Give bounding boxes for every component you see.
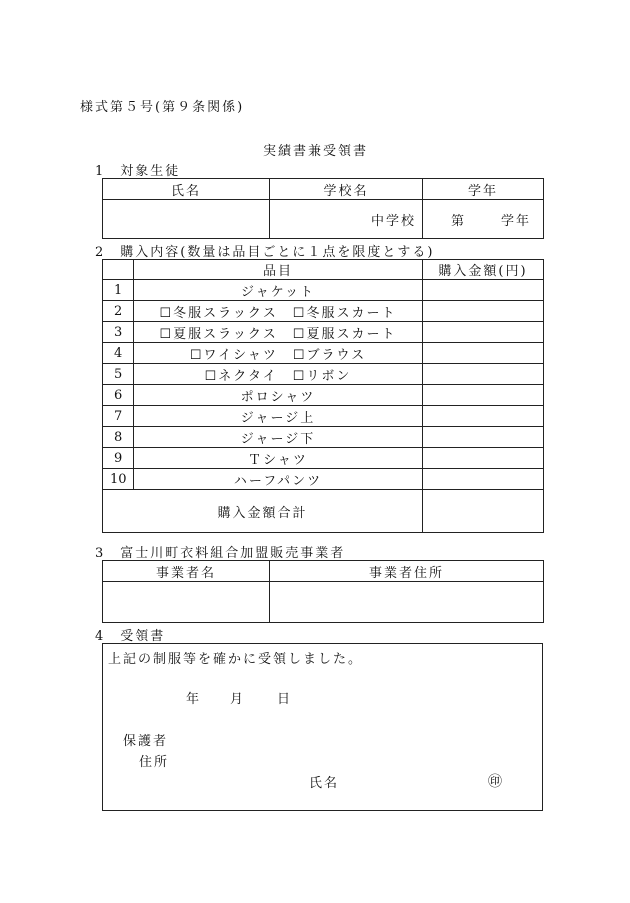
form-number: 様式第５号(第９条関係): [80, 100, 245, 115]
row-item: ☐ワイシャツ ☐ブラウス: [134, 343, 423, 364]
grade-suffix: 学年: [500, 213, 531, 229]
section2-label: 2 購入内容(数量は品目ごとに１点を限度とする): [95, 245, 435, 260]
table-row: [103, 364, 544, 385]
vendor-address-header: 事業者住所: [270, 561, 544, 582]
seal-mark: ㊞: [488, 774, 502, 790]
grade-cell[interactable]: [423, 200, 544, 239]
student-table: [102, 178, 544, 239]
table-row: [103, 448, 544, 469]
amount-header: 購入金額(円): [423, 260, 544, 280]
vendor-name-header: 事業者名: [103, 561, 270, 582]
row-amount[interactable]: [423, 448, 544, 469]
row-amount[interactable]: [423, 427, 544, 448]
vendor-name-cell[interactable]: [103, 582, 270, 623]
number-header: [103, 260, 134, 280]
student-name-header: 氏名: [103, 179, 270, 200]
row-number: 4: [103, 343, 134, 364]
name-label: 氏名: [309, 776, 340, 791]
row-item: ☐冬服スラックス ☐冬服スカート: [134, 301, 423, 322]
table-row: [103, 343, 544, 364]
receipt-box: [102, 643, 543, 811]
row-amount[interactable]: [423, 343, 544, 364]
row-number: 2: [103, 301, 134, 322]
row-amount[interactable]: [423, 406, 544, 427]
grade-prefix: 第: [451, 213, 467, 229]
row-item: ジャケット: [134, 280, 423, 301]
table-row: [103, 301, 544, 322]
total-amount-cell[interactable]: [423, 490, 544, 533]
row-number: 8: [103, 427, 134, 448]
item-header: 品目: [134, 260, 423, 280]
table-row: [103, 280, 544, 301]
row-item: ジャージ上: [134, 406, 423, 427]
row-item: ☐夏服スラックス ☐夏服スカート: [134, 322, 423, 343]
table-row: [103, 385, 544, 406]
school-name-header: 学校名: [270, 179, 423, 200]
receipt-statement: 上記の制服等を確かに受領しました。: [108, 652, 364, 667]
row-number: 3: [103, 322, 134, 343]
grade-header: 学年: [423, 179, 544, 200]
row-number: 7: [103, 406, 134, 427]
section4-label: 4 受領書: [95, 629, 166, 644]
row-number: 5: [103, 364, 134, 385]
vendor-table: [102, 560, 544, 623]
row-amount[interactable]: [423, 280, 544, 301]
table-row: [103, 406, 544, 427]
date-year-label: 年: [186, 692, 200, 707]
section3-label: 3 富士川町衣料組合加盟販売事業者: [95, 546, 346, 561]
student-name-cell[interactable]: [103, 200, 270, 239]
table-row: [103, 469, 544, 490]
row-item: ハーフパンツ: [134, 469, 423, 490]
row-amount[interactable]: [423, 322, 544, 343]
row-amount[interactable]: [423, 469, 544, 490]
table-row: [103, 427, 544, 448]
purchase-table: [102, 259, 544, 533]
date-day-label: 日: [277, 692, 291, 707]
row-amount[interactable]: [423, 301, 544, 322]
total-label: 購入金額合計: [103, 490, 423, 533]
row-item: ジャージ下: [134, 427, 423, 448]
date-month-label: 月: [230, 692, 244, 707]
guardian-label: 保護者: [123, 734, 169, 749]
row-amount[interactable]: [423, 364, 544, 385]
row-amount[interactable]: [423, 385, 544, 406]
section1-label: 1 対象生徒: [95, 164, 181, 179]
table-row: [103, 322, 544, 343]
document-title: 実績書兼受領書: [263, 144, 369, 159]
row-number: 10: [103, 469, 134, 490]
school-suffix: 中学校: [370, 213, 416, 229]
row-number: 9: [103, 448, 134, 469]
school-name-cell[interactable]: [270, 200, 423, 239]
row-item: Ｔシャツ: [134, 448, 423, 469]
row-item: ポロシャツ: [134, 385, 423, 406]
vendor-address-cell[interactable]: [270, 582, 544, 623]
row-number: 1: [103, 280, 134, 301]
row-number: 6: [103, 385, 134, 406]
row-item: ☐ネクタイ ☐リボン: [134, 364, 423, 385]
address-label: 住所: [139, 755, 170, 770]
